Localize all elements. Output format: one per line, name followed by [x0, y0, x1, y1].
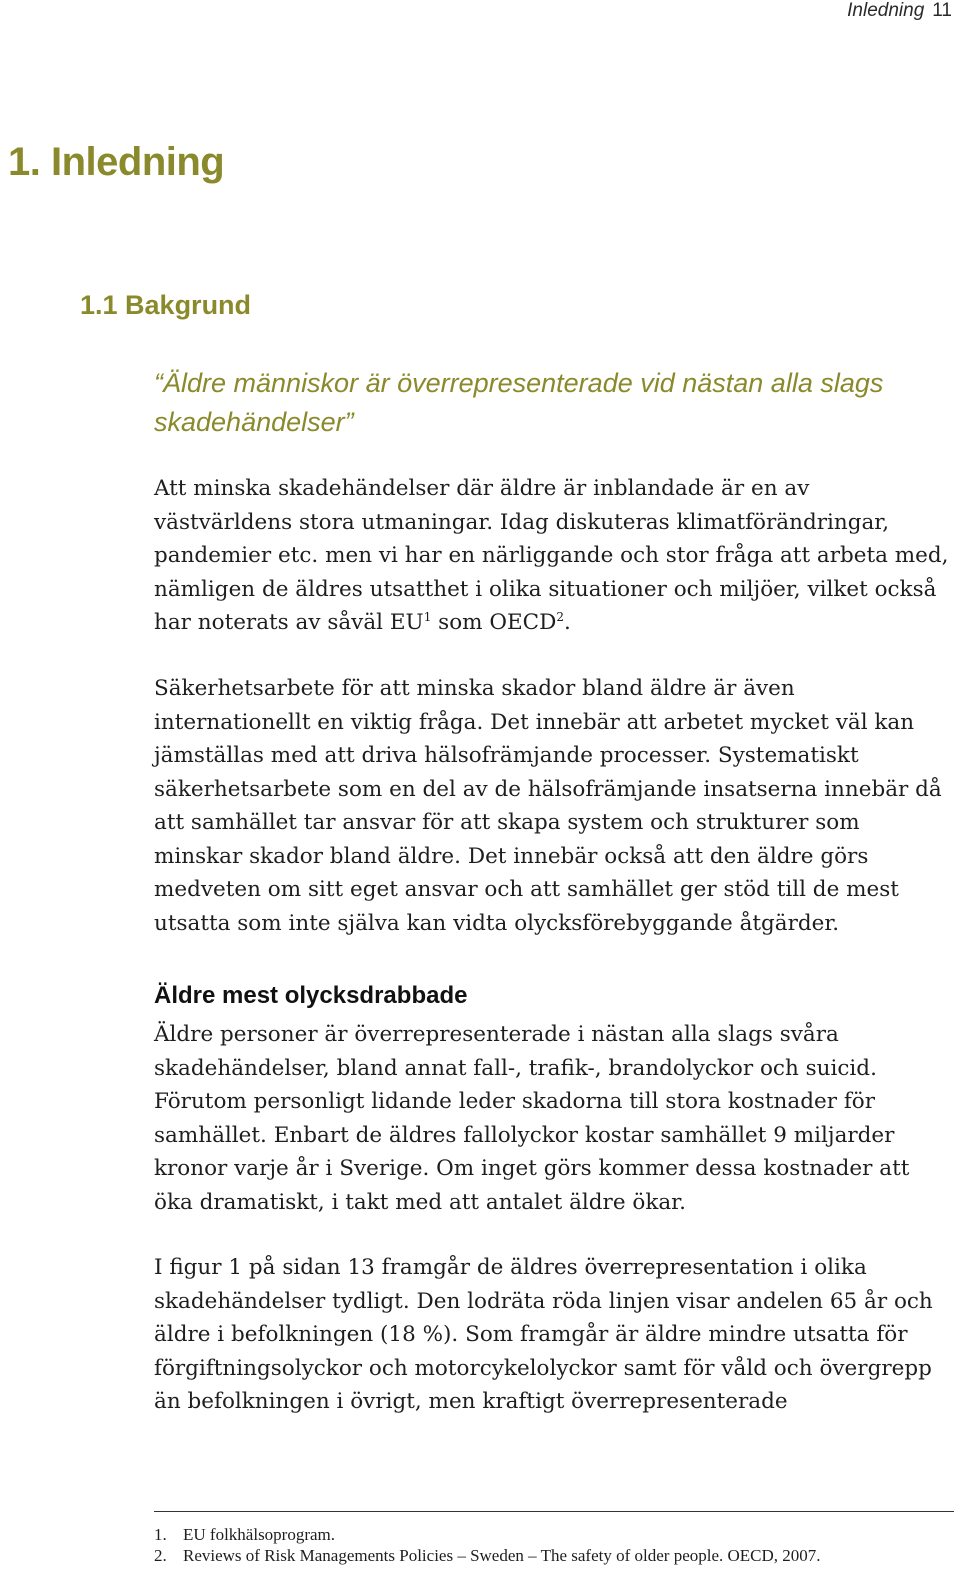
subheading: Äldre mest olycksdrabbade	[154, 982, 468, 1009]
footnote-number: 1.	[154, 1525, 167, 1544]
page-number: 11	[932, 0, 952, 21]
footnote-number: 2.	[154, 1546, 167, 1565]
footnote-item	[154, 1545, 954, 1566]
running-title: Inledning	[847, 0, 925, 21]
footnote-ref-2[interactable]: 2	[556, 609, 565, 624]
footnote-list	[154, 1524, 954, 1566]
paragraph-1-text: Att minska skadehändelser där äldre är inblandade är en av västvärldens stora utmaningar. Idag diskuteras klimatförändringar, pandemier etc. men vi har en närliggande och stor fråga att arbeta med, nämligen de äldres utsatthet i olika situationer och miljöer, vilket också har noterats av såväl EU	[154, 476, 949, 635]
paragraph-1-end: .	[564, 610, 571, 635]
footnote-divider	[154, 1511, 954, 1512]
paragraph-3: Äldre personer är överrepresenterade i nästan alla slags svåra skadehändelser, bland annat fall-, trafik-, brandolyckor och suicid. Förutom personligt lidande leder skadorna till stora kostnader för samhället. Enbart de äldres fallolyckor kostar samhället 9 miljarder kronor varje år i Sverige. Om inget görs kommer dessa kostnader att öka dramatiskt, i takt med att antalet äldre ökar.	[154, 1022, 910, 1215]
paragraph-1-mid: som OECD	[431, 610, 557, 635]
paragraph-2: Säkerhetsarbete för att minska skador bland äldre är även internationellt en viktig fråga. Det innebär att arbetet mycket väl kan jämställas med att driva hälsofrämjande processer. Systematiskt säkerhetsarbete som en del av de hälsofrämjande insatserna innebär då att samhället tar ansvar för att skapa system och strukturer som minskar skador bland äldre. Det innebär också att den äldre görs medveten om sitt eget ansvar och att samhället ger stöd till de mest utsatta som inte själva kan vidta olycksförebyggande åtgärder.	[154, 676, 942, 936]
paragraph-1	[154, 472, 954, 640]
footnote-text: Reviews of Risk Managements Policies – Sweden – The safety of older people. OECD, 2007.	[183, 1546, 821, 1565]
pull-quote: “Äldre människor är överrepresenterade vid nästan alla slags skadehändelser”	[154, 368, 884, 437]
paragraph-4: I figur 1 på sidan 13 framgår de äldres överrepresentation i olika skadehändelser tydligt. Den lodräta röda linjen visar andelen 65 år och äldre i befolkningen (18 %). Som framgår är äldre mindre utsatta för förgiftningsolyckor och motorcykelolyckor samt för våld och övergrepp än befolkningen i övrigt, men kraftigt överrepresenterade	[154, 1255, 933, 1414]
section-title: 1.1 Bakgrund	[80, 290, 252, 320]
footnote-item	[154, 1524, 954, 1545]
chapter-title: 1. Inledning	[8, 140, 225, 184]
footnote-ref-1[interactable]: 1	[423, 609, 432, 624]
running-header	[847, 0, 952, 22]
footnote-text: EU folkhälsoprogram.	[183, 1525, 336, 1544]
